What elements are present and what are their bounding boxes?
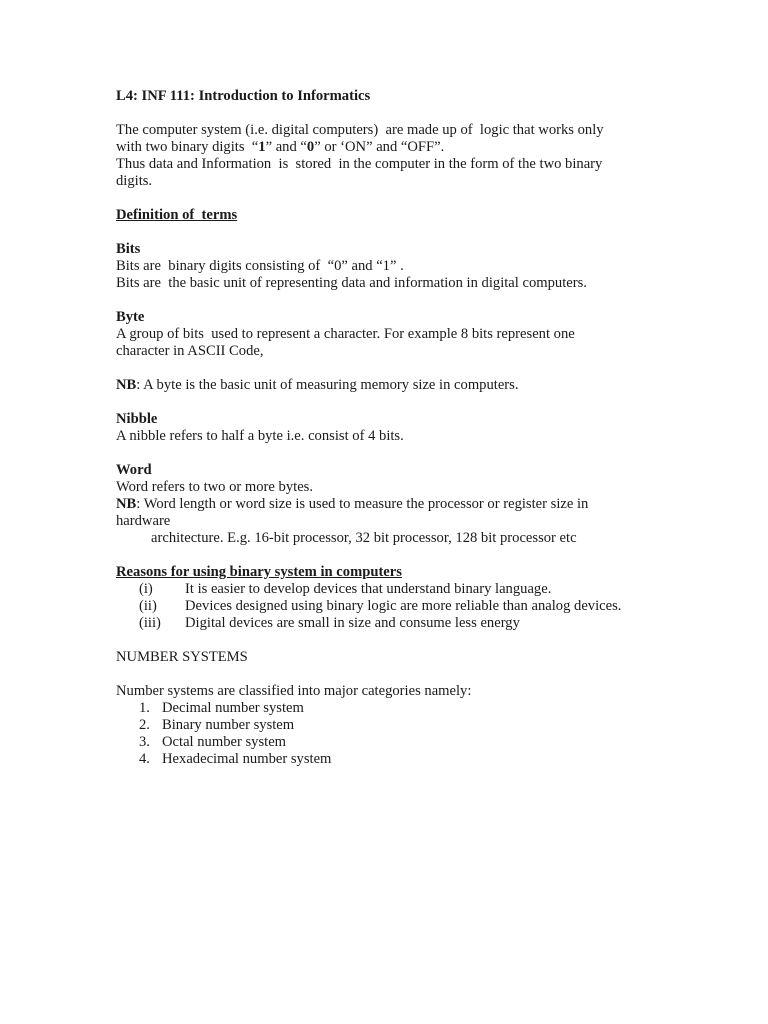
list-item <box>116 700 676 717</box>
intro-line-2: with two binary digits “1” and “0” or ‘ON” and “OFF”. <box>116 139 445 155</box>
list-item <box>116 615 676 632</box>
list-item-number: (i) <box>139 581 153 597</box>
bits-line-2: Bits are the basic unit of representing data and information in digital computers. <box>116 275 587 291</box>
list-item <box>116 598 676 615</box>
word-nb-note: NB: Word length or word size is used to measure the processor or register size in <box>116 496 589 512</box>
list-item <box>116 717 676 734</box>
list-item <box>116 751 676 768</box>
intro-line-1: The computer system (i.e. digital computers) are made up of logic that works only <box>116 122 604 138</box>
list-item-text: Devices designed using binary logic are more reliable than analog devices. <box>185 598 622 614</box>
list-item <box>116 734 676 751</box>
list-item-number: 2. <box>139 717 150 733</box>
nibble-heading: Nibble <box>116 411 158 427</box>
number-systems-heading: NUMBER SYSTEMS <box>116 649 248 665</box>
byte-line-2: character in ASCII Code, <box>116 343 264 359</box>
list-item-number: (iii) <box>139 615 161 631</box>
word-line-1: Word refers to two or more bytes. <box>116 479 314 495</box>
list-item-text: Octal number system <box>162 734 287 750</box>
list-item-number: 1. <box>139 700 150 716</box>
list-item <box>116 581 676 598</box>
bits-line-1: Bits are binary digits consisting of “0” and “1” . <box>116 258 404 274</box>
nibble-line-1: A nibble refers to half a byte i.e. consist of 4 bits. <box>116 428 404 444</box>
document-title: L4: INF 111: Introduction to Informatics <box>116 88 371 104</box>
byte-line-1: A group of bits used to represent a character. For example 8 bits represent one <box>116 326 575 342</box>
byte-heading: Byte <box>116 309 145 325</box>
nb-byte-note: NB: A byte is the basic unit of measuring memory size in computers. <box>116 377 519 393</box>
list-item-number: (ii) <box>139 598 157 614</box>
intro-line-3: Thus data and Information is stored in the computer in the form of the two binary <box>116 156 603 172</box>
intro-line-4: digits. <box>116 173 153 189</box>
document-page <box>116 88 676 768</box>
number-systems-intro: Number systems are classified into major categories namely: <box>116 683 472 699</box>
list-item-text: Digital devices are small in size and consume less energy <box>185 615 520 631</box>
definitions-heading: Definition of terms <box>116 207 238 223</box>
list-item-text: It is easier to develop devices that understand binary language. <box>185 581 552 597</box>
list-item-number: 3. <box>139 734 150 750</box>
list-item-text: Decimal number system <box>162 700 304 716</box>
word-line-3: hardware <box>116 513 171 529</box>
list-item-text: Hexadecimal number system <box>162 751 332 767</box>
reasons-heading: Reasons for using binary system in computers <box>116 564 402 580</box>
bits-heading: Bits <box>116 241 141 257</box>
word-line-4: architecture. E.g. 16-bit processor, 32 bit processor, 128 bit processor etc <box>151 530 577 546</box>
list-item-number: 4. <box>139 751 150 767</box>
word-heading: Word <box>116 462 152 478</box>
list-item-text: Binary number system <box>162 717 295 733</box>
